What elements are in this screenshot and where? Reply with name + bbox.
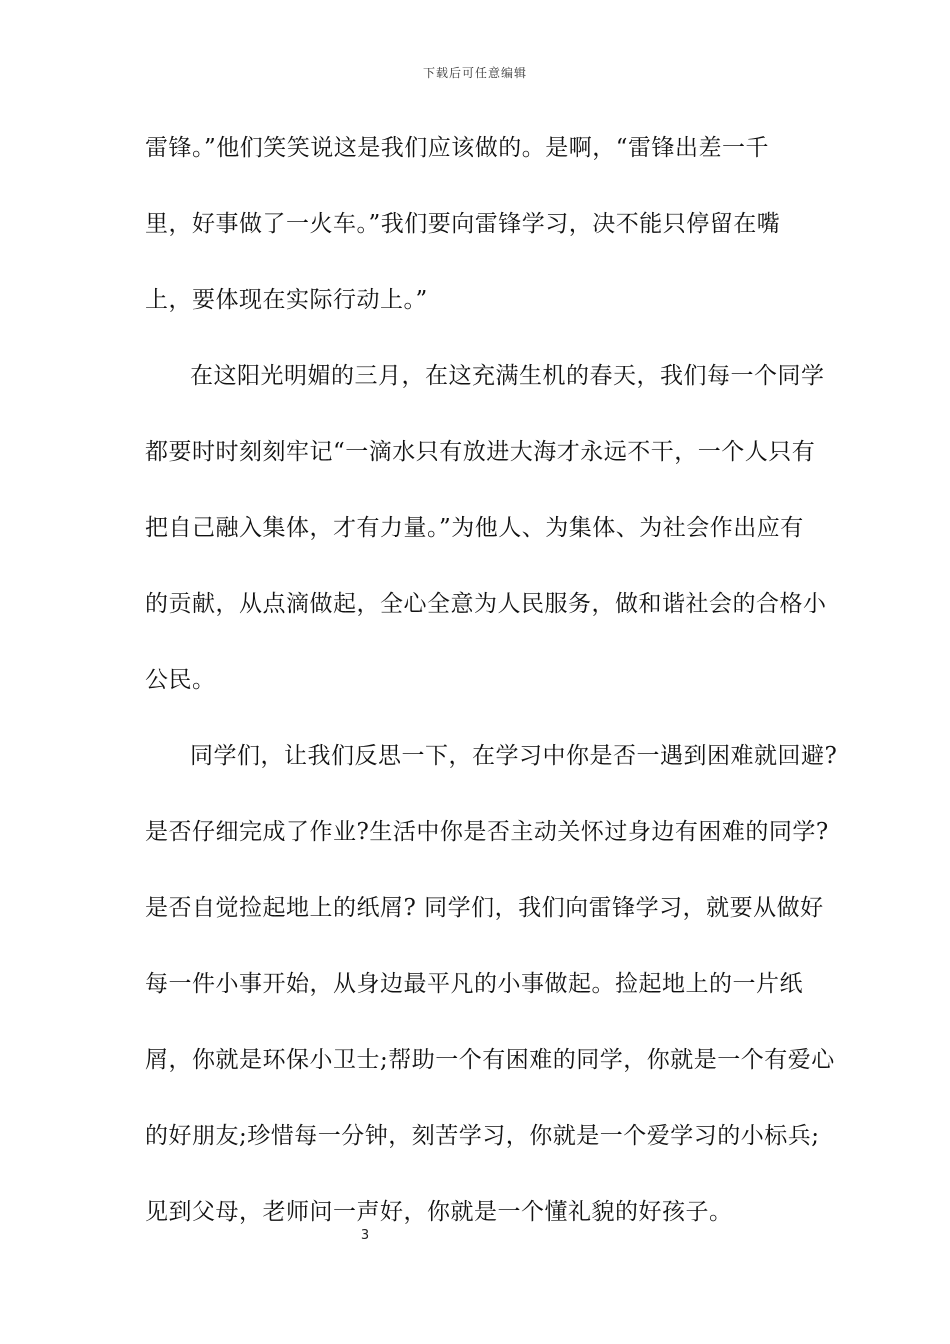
text-line: 雷锋。”他们笑笑说这是我们应该做的。是啊，“雷锋出差一千 [145,135,770,161]
text-line: 里，好事做了一火车。”我们要向雷锋学习，决不能只停留在嘴 [145,211,781,237]
text-line: 每一件小事开始，从身边最平凡的小事做起。捡起地上的一片纸 [145,971,803,997]
text-line: 把自己融入集体，才有力量。”为他人、为集体、为社会作出应有 [145,515,804,541]
text-line: 见到父母，老师问一声好，你就是一个懂礼貌的好孩子。 [145,1199,733,1225]
text-line: 的好朋友;珍惜每一分钟，刻苦学习，你就是一个爱学习的小标兵; [145,1123,820,1149]
text-line: 是否自觉捡起地上的纸屑? 同学们，我们向雷锋学习，就要从做好 [145,895,824,921]
text-line: 屑，你就是环保小卫士;帮助一个有困难的同学，你就是一个有爱心 [145,1047,835,1073]
text-line: 是否仔细完成了作业?生活中你是否主动关怀过身边有困难的同学? [145,819,829,845]
text-line: 上，要体现在实际行动上。” [145,287,428,313]
paragraph-first-line: 同学们，让我们反思一下，在学习中你是否一遇到困难就回避? [190,743,838,769]
text-line: 的贡献，从点滴做起，全心全意为人民服务，做和谐社会的合格小 [145,591,827,617]
page-number: 3 [360,1228,370,1243]
page-header-note: 下载后可任意编辑 [422,66,527,80]
paragraph-first-line: 在这阳光明媚的三月，在这充满生机的春天，我们每一个同学 [190,363,825,389]
text-line: 都要时时刻刻牢记“一滴水只有放进大海才永远不干，一个人只有 [145,439,816,465]
text-line: 公民。 [145,667,216,693]
